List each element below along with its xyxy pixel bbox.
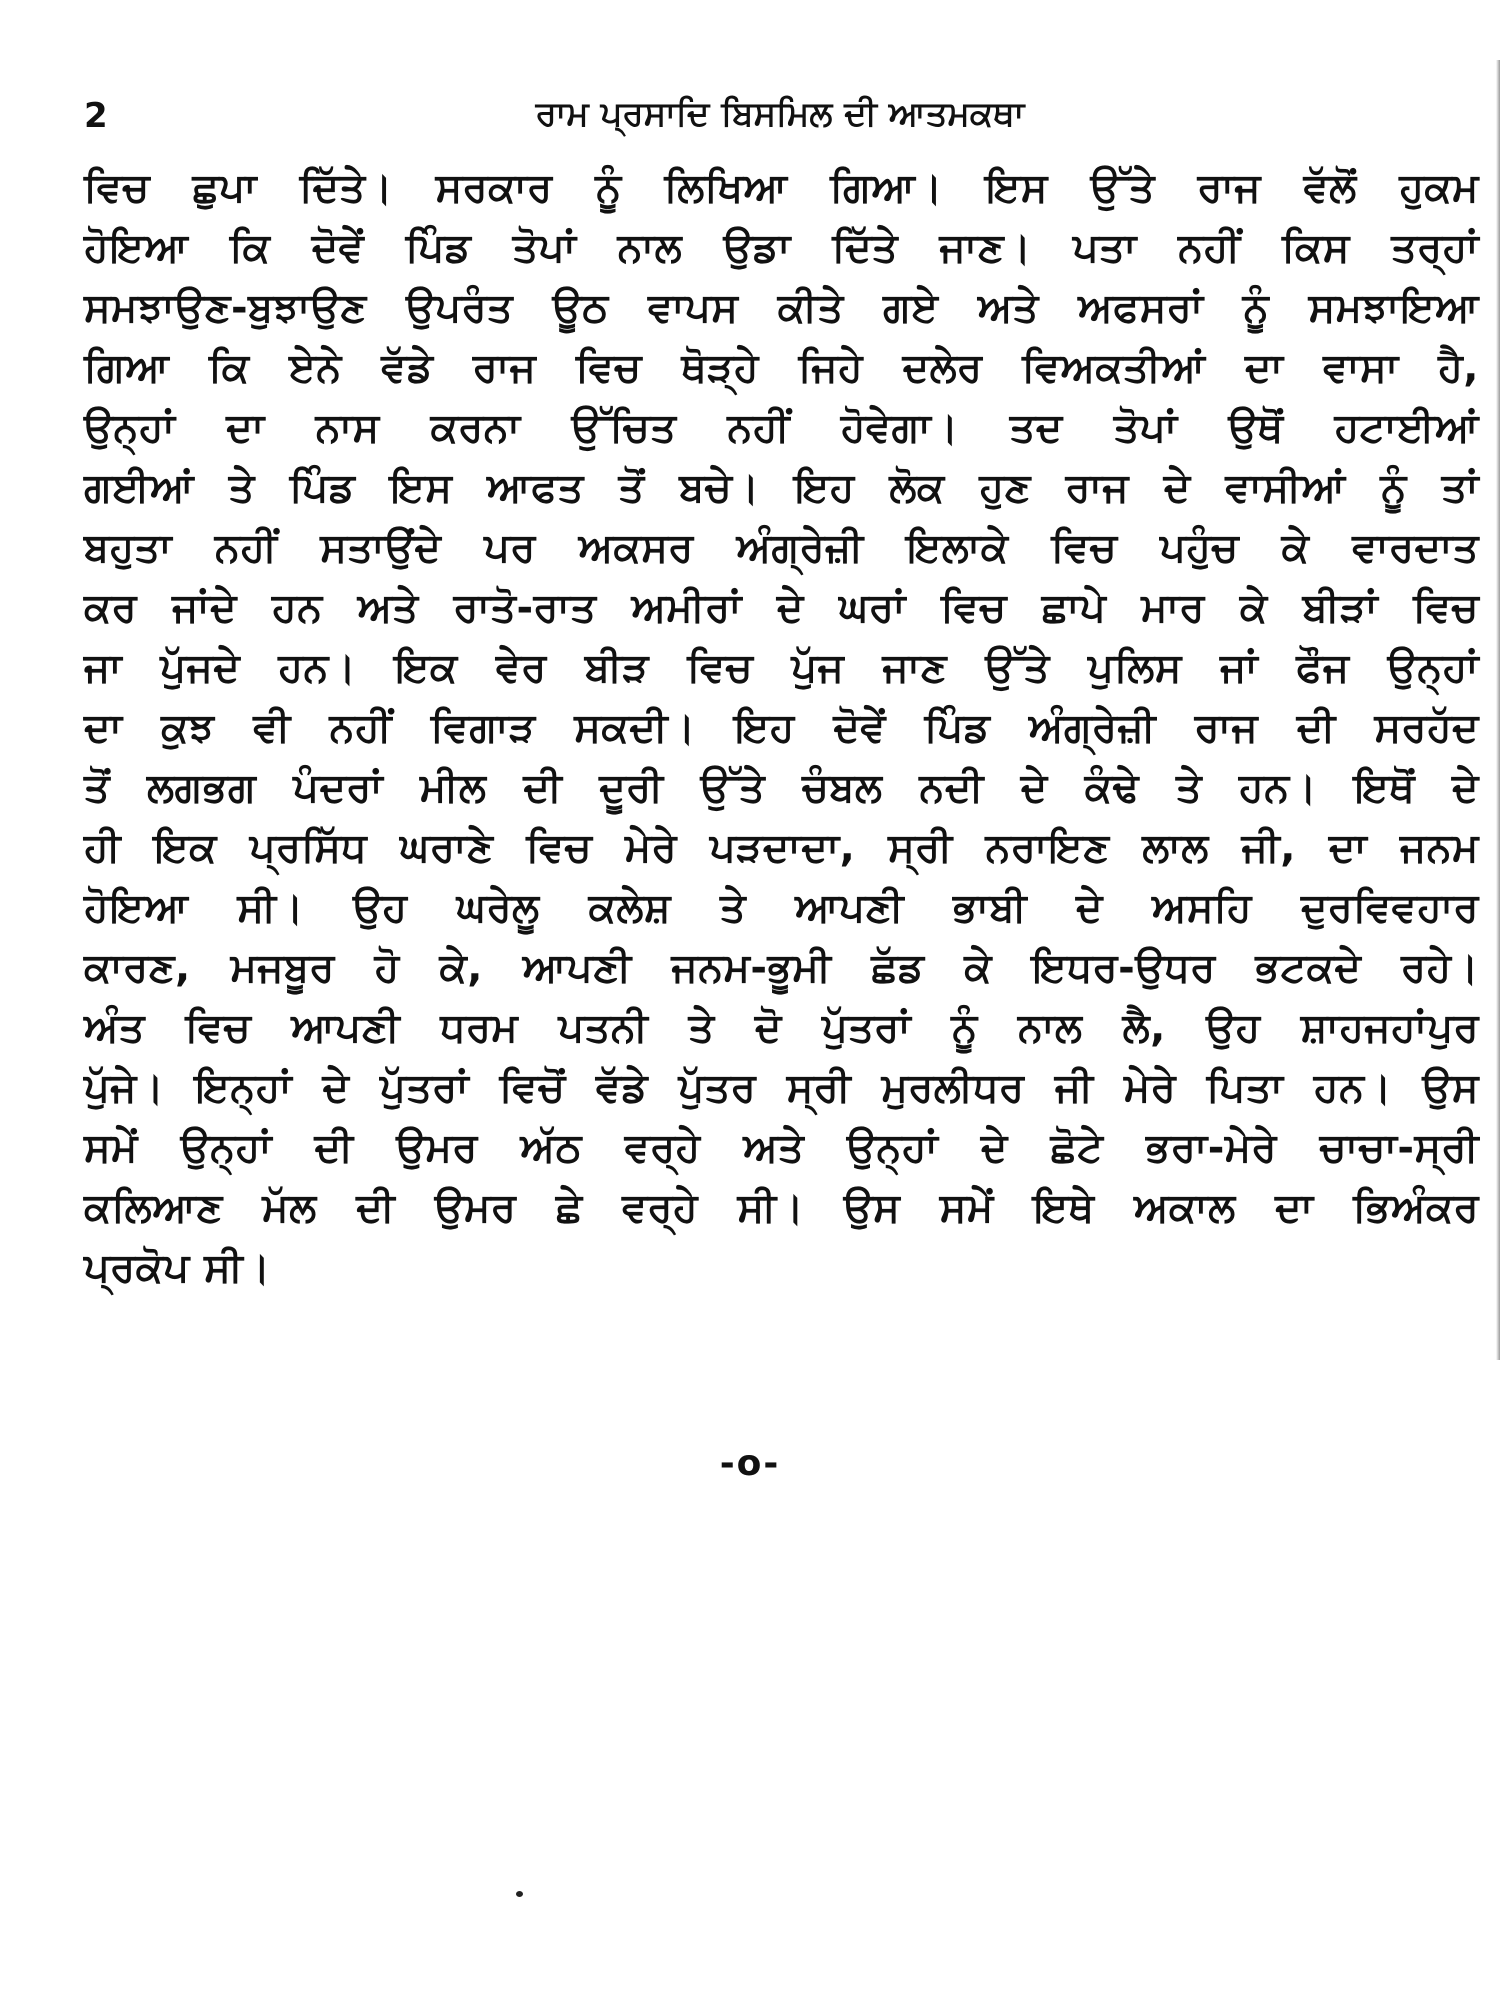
body-text	[84, 158, 1479, 1298]
text-line: ਹੋਇਆ ਸੀ। ਉਹ ਘਰੇਲੂ ਕਲੇਸ਼ ਤੇ ਆਪਣੀ ਭਾਬੀ ਦੇ ਅਸਹਿ ਦੁਰਵਿਵਹਾਰ	[84, 885, 1479, 931]
text-line: ਜਾ ਪੁੱਜਦੇ ਹਨ। ਇਕ ਵੇਰ ਬੀੜ ਵਿਚ ਪੁੱਜ ਜਾਣ ਉੱਤੇ ਪੁਲਿਸ ਜਾਂ ਫੌਜ ਉਨ੍ਹਾਂ	[84, 645, 1479, 691]
text-line: ਅੰਤ ਵਿਚ ਆਪਣੀ ਧਰਮ ਪਤਨੀ ਤੇ ਦੋ ਪੁੱਤਰਾਂ ਨੂੰ ਨਾਲ ਲੈ, ਉਹ ਸ਼ਾਹਜਹਾਂਪੁਰ	[84, 1005, 1479, 1051]
text-line: ਬਹੁਤਾ ਨਹੀਂ ਸਤਾਉਂਦੇ ਪਰ ਅਕਸਰ ਅੰਗ੍ਰੇਜ਼ੀ ਇਲਾਕੇ ਵਿਚ ਪਹੁੰਚ ਕੇ ਵਾਰਦਾਤ	[84, 525, 1479, 571]
text-line: ਕਰ ਜਾਂਦੇ ਹਨ ਅਤੇ ਰਾਤੋ-ਰਾਤ ਅਮੀਰਾਂ ਦੇ ਘਰਾਂ ਵਿਚ ਛਾਪੇ ਮਾਰ ਕੇ ਬੀੜਾਂ ਵਿਚ	[84, 585, 1479, 631]
scan-speck	[516, 1891, 523, 1897]
text-line: ਪੁੱਜੇ। ਇਨ੍ਹਾਂ ਦੇ ਪੁੱਤਰਾਂ ਵਿਚੋਂ ਵੱਡੇ ਪੁੱਤਰ ਸ੍ਰੀ ਮੁਰਲੀਧਰ ਜੀ ਮੇਰੇ ਪਿਤਾ ਹਨ। ਉਸ	[84, 1065, 1479, 1111]
text-line: ਕਾਰਣ, ਮਜਬੂਰ ਹੋ ਕੇ, ਆਪਣੀ ਜਨਮ-ਭੂਮੀ ਛੱਡ ਕੇ ਇਧਰ-ਉਧਰ ਭਟਕਦੇ ਰਹੇ।	[84, 945, 1479, 991]
page-number: 2	[84, 96, 108, 136]
text-line: ਗਈਆਂ ਤੇ ਪਿੰਡ ਇਸ ਆਫਤ ਤੋਂ ਬਚੇ। ਇਹ ਲੋਕ ਹੁਣ ਰਾਜ ਦੇ ਵਾਸੀਆਂ ਨੂੰ ਤਾਂ	[84, 465, 1479, 511]
text-line: ਹੀ ਇਕ ਪ੍ਰਸਿੱਧ ਘਰਾਣੇ ਵਿਚ ਮੇਰੇ ਪੜਦਾਦਾ, ਸ੍ਰੀ ਨਰਾਇਣ ਲਾਲ ਜੀ, ਦਾ ਜਨਮ	[84, 825, 1479, 871]
running-header: ਰਾਮ ਪ੍ਰਸਾਦਿ ਬਿਸਮਿਲ ਦੀ ਆਤਮਕਥਾ	[535, 94, 1025, 134]
text-line: ਤੋਂ ਲਗਭਗ ਪੰਦਰਾਂ ਮੀਲ ਦੀ ਦੂਰੀ ਉੱਤੇ ਚੰਬਲ ਨਦੀ ਦੇ ਕੰਢੇ ਤੇ ਹਨ। ਇਥੋਂ ਦੇ	[84, 765, 1479, 811]
section-end-mark: -o-	[719, 1443, 781, 1484]
text-line: ਸਮੇਂ ਉਨ੍ਹਾਂ ਦੀ ਉਮਰ ਅੱਠ ਵਰ੍ਹੇ ਅਤੇ ਉਨ੍ਹਾਂ ਦੇ ਛੋਟੇ ਭਰਾ-ਮੇਰੇ ਚਾਚਾ-ਸ੍ਰੀ	[84, 1125, 1479, 1171]
text-line: ਸਮਝਾਉਣ-ਬੁਝਾਉਣ ਉਪਰੰਤ ਊਠ ਵਾਪਸ ਕੀਤੇ ਗਏ ਅਤੇ ਅਫਸਰਾਂ ਨੂੰ ਸਮਝਾਇਆ	[84, 285, 1479, 331]
page-edge-shadow	[1496, 60, 1500, 1360]
text-line: ਵਿਚ ਛੁਪਾ ਦਿੱਤੇ। ਸਰਕਾਰ ਨੂੰ ਲਿਖਿਆ ਗਿਆ। ਇਸ ਉੱਤੇ ਰਾਜ ਵੱਲੋਂ ਹੁਕਮ	[84, 165, 1479, 211]
text-line: ਹੋਇਆ ਕਿ ਦੋਵੇਂ ਪਿੰਡ ਤੋਪਾਂ ਨਾਲ ਉਡਾ ਦਿੱਤੇ ਜਾਣ। ਪਤਾ ਨਹੀਂ ਕਿਸ ਤਰ੍ਹਾਂ	[84, 225, 1479, 271]
text-line: ਉਨ੍ਹਾਂ ਦਾ ਨਾਸ ਕਰਨਾ ਉੱਚਿਤ ਨਹੀਂ ਹੋਵੇਗਾ। ਤਦ ਤੋਪਾਂ ਉਥੋਂ ਹਟਾਈਆਂ	[84, 405, 1479, 451]
text-line-last: ਪ੍ਰਕੋਪ ਸੀ।	[84, 1245, 271, 1291]
text-line: ਗਿਆ ਕਿ ਏਨੇ ਵੱਡੇ ਰਾਜ ਵਿਚ ਥੋੜ੍ਹੇ ਜਿਹੇ ਦਲੇਰ ਵਿਅਕਤੀਆਂ ਦਾ ਵਾਸਾ ਹੈ,	[84, 345, 1479, 391]
text-line: ਦਾ ਕੁਝ ਵੀ ਨਹੀਂ ਵਿਗਾੜ ਸਕਦੀ। ਇਹ ਦੋਵੇਂ ਪਿੰਡ ਅੰਗ੍ਰੇਜ਼ੀ ਰਾਜ ਦੀ ਸਰਹੱਦ	[84, 705, 1479, 751]
text-line: ਕਲਿਆਣ ਮੱਲ ਦੀ ਉਮਰ ਛੇ ਵਰ੍ਹੇ ਸੀ। ਉਸ ਸਮੇਂ ਇਥੇ ਅਕਾਲ ਦਾ ਭਿਅੰਕਰ	[84, 1185, 1479, 1231]
